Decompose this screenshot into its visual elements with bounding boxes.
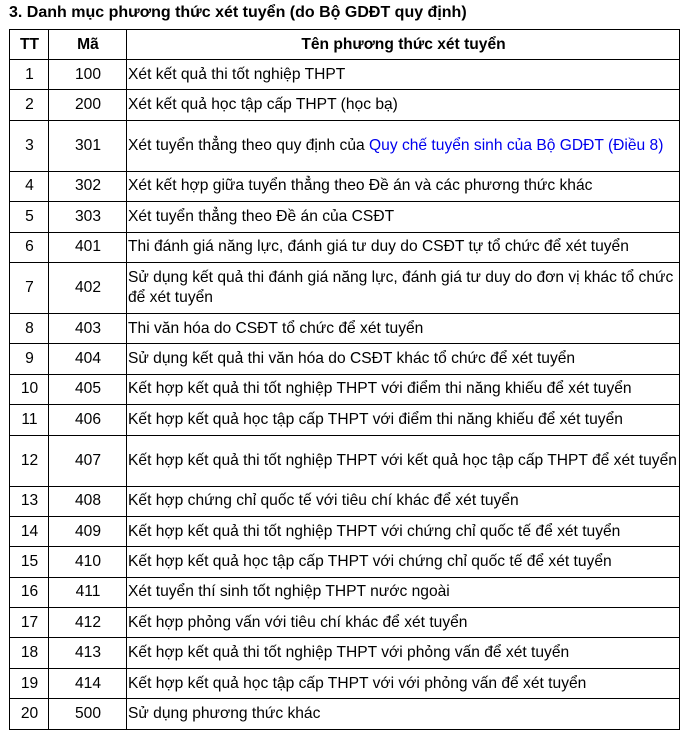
row-ten xyxy=(127,374,680,404)
row-ten xyxy=(127,435,680,486)
row-ma: 500 xyxy=(49,699,127,729)
row-ten xyxy=(127,313,680,343)
row-tt: 15 xyxy=(10,547,49,577)
row-ma: 303 xyxy=(49,202,127,232)
row-ma: 413 xyxy=(49,638,127,668)
table-row xyxy=(10,435,680,486)
row-ten xyxy=(127,262,680,313)
table-row xyxy=(10,344,680,374)
method-name: Kết hợp kết quả học tập cấp THPT với chứng chỉ quốc tế để xét tuyển xyxy=(128,552,612,570)
row-ten xyxy=(127,171,680,201)
method-name: Sử dụng kết quả thi đánh giá năng lực, đánh giá tư duy do đơn vị khác tổ chức để xét tuyển xyxy=(128,268,674,306)
header-tt: TT xyxy=(10,30,49,60)
row-ma: 404 xyxy=(49,344,127,374)
method-name: Sử dụng phương thức khác xyxy=(128,704,321,722)
method-name: Kết hợp kết quả thi tốt nghiệp THPT với điểm thi năng khiếu để xét tuyển xyxy=(128,380,632,398)
row-tt: 20 xyxy=(10,699,49,729)
table-row xyxy=(10,699,680,729)
section-title: 3. Danh mục phương thức xét tuyển (do Bộ GDĐT quy định) xyxy=(9,4,467,21)
table-row xyxy=(10,90,680,120)
header-ten: Tên phương thức xét tuyển xyxy=(127,30,680,60)
row-tt: 16 xyxy=(10,577,49,607)
row-tt: 11 xyxy=(10,405,49,435)
row-ma: 402 xyxy=(49,262,127,313)
table-row xyxy=(10,120,680,171)
method-name: Sử dụng kết quả thi văn hóa do CSĐT khác tổ chức để xét tuyển xyxy=(128,350,576,368)
row-tt: 6 xyxy=(10,232,49,262)
row-ma: 100 xyxy=(49,60,127,90)
row-ten xyxy=(127,638,680,668)
method-name: Kết hợp phỏng vấn với tiêu chí khác để xét tuyển xyxy=(128,613,468,631)
table-row xyxy=(10,668,680,698)
row-ten xyxy=(127,668,680,698)
table-row xyxy=(10,313,680,343)
row-tt: 4 xyxy=(10,171,49,201)
row-ma: 414 xyxy=(49,668,127,698)
row-ten xyxy=(127,90,680,120)
table-row xyxy=(10,486,680,516)
row-ma: 408 xyxy=(49,486,127,516)
table-row xyxy=(10,232,680,262)
row-tt: 10 xyxy=(10,374,49,404)
row-ten xyxy=(127,202,680,232)
row-ma: 301 xyxy=(49,120,127,171)
table-row xyxy=(10,202,680,232)
method-name: Kết hợp chứng chỉ quốc tế với tiêu chí khác để xét tuyển xyxy=(128,492,519,510)
row-tt: 12 xyxy=(10,435,49,486)
row-ten xyxy=(127,344,680,374)
row-tt: 13 xyxy=(10,486,49,516)
row-ten xyxy=(127,547,680,577)
row-tt: 9 xyxy=(10,344,49,374)
table-row xyxy=(10,547,680,577)
method-name: Kết hợp kết quả thi tốt nghiệp THPT với phỏng vấn để xét tuyển xyxy=(128,644,570,662)
method-name: Xét kết quả thi tốt nghiệp THPT xyxy=(128,65,346,83)
table-row xyxy=(10,374,680,404)
row-tt: 2 xyxy=(10,90,49,120)
row-ma: 409 xyxy=(49,516,127,546)
row-ten xyxy=(127,120,680,171)
admission-methods-table xyxy=(9,29,680,730)
table-row xyxy=(10,608,680,638)
row-tt: 1 xyxy=(10,60,49,90)
row-ma: 410 xyxy=(49,547,127,577)
row-tt: 17 xyxy=(10,608,49,638)
row-ten xyxy=(127,232,680,262)
row-ma: 405 xyxy=(49,374,127,404)
method-name: Kết hợp kết quả thi tốt nghiệp THPT với chứng chỉ quốc tế để xét tuyển xyxy=(128,522,621,540)
row-tt: 5 xyxy=(10,202,49,232)
row-ten xyxy=(127,577,680,607)
method-name: Thi đánh giá năng lực, đánh giá tư duy do CSĐT tự tổ chức để xét tuyển xyxy=(128,238,629,256)
row-tt: 7 xyxy=(10,262,49,313)
row-ma: 407 xyxy=(49,435,127,486)
method-name: Xét tuyển thẳng theo quy định của xyxy=(128,136,370,154)
row-ma: 401 xyxy=(49,232,127,262)
table-row xyxy=(10,638,680,668)
table-row xyxy=(10,577,680,607)
method-name: Kết hợp kết quả học tập cấp THPT với với phỏng vấn để xét tuyển xyxy=(128,674,587,692)
row-tt: 19 xyxy=(10,668,49,698)
header-ma: Mã xyxy=(49,30,127,60)
row-tt: 3 xyxy=(10,120,49,171)
table-row xyxy=(10,405,680,435)
row-tt: 18 xyxy=(10,638,49,668)
method-name: Thi văn hóa do CSĐT tổ chức để xét tuyển xyxy=(128,319,424,337)
table-row xyxy=(10,60,680,90)
row-ten xyxy=(127,699,680,729)
table-header-row xyxy=(10,30,680,60)
row-ma: 200 xyxy=(49,90,127,120)
row-tt: 8 xyxy=(10,313,49,343)
row-ten xyxy=(127,60,680,90)
row-ma: 302 xyxy=(49,171,127,201)
row-ten xyxy=(127,608,680,638)
regulation-link[interactable]: Quy chế tuyển sinh của Bộ GDĐT (Điều 8) xyxy=(369,136,664,154)
method-name: Xét tuyển thẳng theo Đề án của CSĐT xyxy=(128,207,395,225)
row-ten xyxy=(127,405,680,435)
row-ma: 411 xyxy=(49,577,127,607)
method-name: Kết hợp kết quả thi tốt nghiệp THPT với kết quả học tập cấp THPT để xét tuyển xyxy=(128,451,677,469)
row-ten xyxy=(127,516,680,546)
method-name: Xét kết quả học tập cấp THPT (học bạ) xyxy=(128,96,398,114)
table-row xyxy=(10,516,680,546)
table-row xyxy=(10,262,680,313)
row-tt: 14 xyxy=(10,516,49,546)
method-name: Kết hợp kết quả học tập cấp THPT với điểm thi năng khiếu để xét tuyển xyxy=(128,410,623,428)
method-name: Xét kết hợp giữa tuyển thẳng theo Đề án và các phương thức khác xyxy=(128,177,593,195)
row-ma: 403 xyxy=(49,313,127,343)
row-ma: 406 xyxy=(49,405,127,435)
row-ten xyxy=(127,486,680,516)
table-row xyxy=(10,171,680,201)
method-name: Xét tuyển thí sinh tốt nghiệp THPT nước ngoài xyxy=(128,583,450,601)
row-ma: 412 xyxy=(49,608,127,638)
